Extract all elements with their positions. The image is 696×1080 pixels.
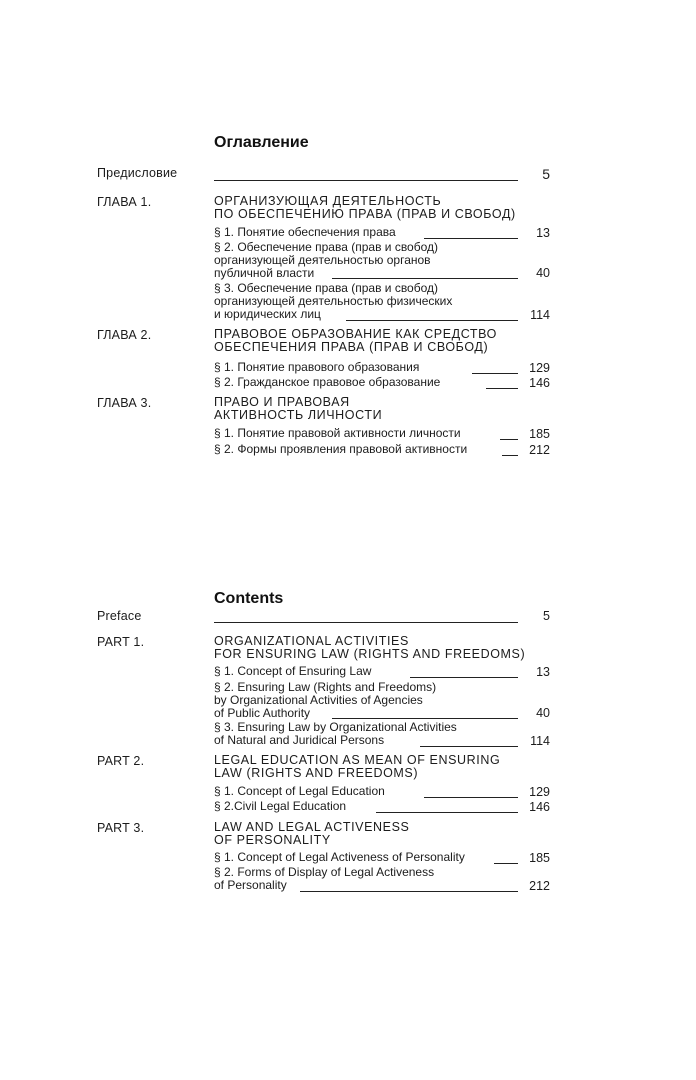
part-1-label-en: PART 1. (97, 635, 145, 649)
toc-entry-en: § 2.Civil Legal Education (214, 799, 347, 813)
toc-entry-en: § 2. Forms of Display of Legal Activeness of Personality (214, 865, 435, 892)
part-2-label-en: PART 2. (97, 754, 145, 768)
preface-leader-ru (214, 180, 518, 181)
preface-label-en: Preface (97, 609, 142, 623)
entry-page: 146 (529, 800, 550, 814)
entry-page: 185 (529, 851, 550, 865)
toc-entry-ru: § 2. Обеспечение права (прав и свобод) организующей деятельностью органов публичной власти (214, 240, 439, 280)
entry-page: 146 (529, 376, 550, 390)
toc-entry-en: § 1. Concept of Legal Activeness of Personality (214, 850, 465, 864)
entry-page: 185 (529, 427, 550, 441)
chapter-1-title-ru: ОРГАНИЗУЮЩАЯ ДЕЯТЕЛЬНОСТЬ ПО ОБЕСПЕЧЕНИЮ ПРАВА (ПРАВ И СВОБОД) (214, 194, 516, 221)
chapter-2-title-ru: ПРАВОВОЕ ОБРАЗОВАНИЕ КАК СРЕДСТВО ОБЕСПЕЧЕНИЯ ПРАВА (ПРАВ И СВОБОД) (214, 327, 497, 354)
entry-page: 212 (529, 879, 550, 893)
entry-leader (332, 278, 518, 279)
part-3-label-en: PART 3. (97, 821, 145, 835)
chapter-3-title-ru: ПРАВО И ПРАВОВАЯ АКТИВНОСТЬ ЛИЧНОСТИ (214, 395, 383, 422)
part-3-title-en: LAW AND LEGAL ACTIVENESS OF PERSONALITY (214, 820, 410, 847)
toc-heading-en: Contents (214, 590, 284, 607)
toc-entry-en: § 1. Concept of Legal Education (214, 784, 385, 798)
entry-leader (332, 718, 518, 719)
toc-entry-ru: § 1. Понятие обеспечения права (214, 225, 396, 239)
entry-page: 13 (536, 665, 550, 679)
part-2-title-en: LEGAL EDUCATION AS MEAN OF ENSURING LAW (RIGHTS AND FREEDOMS) (214, 753, 501, 780)
toc-entry-ru: § 1. Понятие правового образования (214, 360, 420, 374)
chapter-2-label-ru: ГЛАВА 2. (97, 328, 152, 342)
entry-page: 40 (536, 706, 550, 720)
preface-label-ru: Предисловие (97, 166, 178, 180)
entry-leader (346, 320, 518, 321)
chapter-1-label-ru: ГЛАВА 1. (97, 195, 152, 209)
entry-page: 13 (536, 226, 550, 240)
entry-leader (424, 797, 518, 798)
toc-entry-ru: § 1. Понятие правовой активности личности (214, 426, 461, 440)
entry-leader (376, 812, 518, 813)
toc-entry-ru: § 2. Гражданское правовое образование (214, 375, 441, 389)
entry-page: 40 (536, 266, 550, 280)
toc-entry-ru: § 2. Формы проявления правовой активности (214, 442, 468, 456)
entry-page: 114 (530, 734, 550, 748)
toc-heading-ru: Оглавление (214, 134, 309, 151)
toc-entry-ru: § 3. Обеспечение права (прав и свобод) организующей деятельностью физических и юридических лиц (214, 281, 453, 321)
entry-leader (424, 238, 518, 239)
preface-page-en: 5 (543, 609, 550, 623)
entry-page: 114 (530, 308, 550, 322)
entry-leader (300, 891, 518, 892)
entry-leader (410, 677, 518, 678)
part-1-title-en: ORGANIZATIONAL ACTIVITIES FOR ENSURING LAW (RIGHTS AND FREEDOMS) (214, 634, 526, 661)
toc-entry-en: § 3. Ensuring Law by Organizational Activities of Natural and Juridical Persons (214, 720, 457, 747)
preface-page-ru: 5 (542, 166, 550, 182)
entry-page: 129 (529, 785, 550, 799)
toc-entry-en: § 1. Concept of Ensuring Law (214, 664, 372, 678)
chapter-3-label-ru: ГЛАВА 3. (97, 396, 152, 410)
entry-page: 129 (529, 361, 550, 375)
entry-page: 212 (529, 443, 550, 457)
preface-leader-en (214, 622, 518, 623)
entry-leader (420, 746, 518, 747)
toc-entry-en: § 2. Ensuring Law (Rights and Freedoms) by Organizational Activities of Agencies of Public Authority (214, 680, 437, 720)
